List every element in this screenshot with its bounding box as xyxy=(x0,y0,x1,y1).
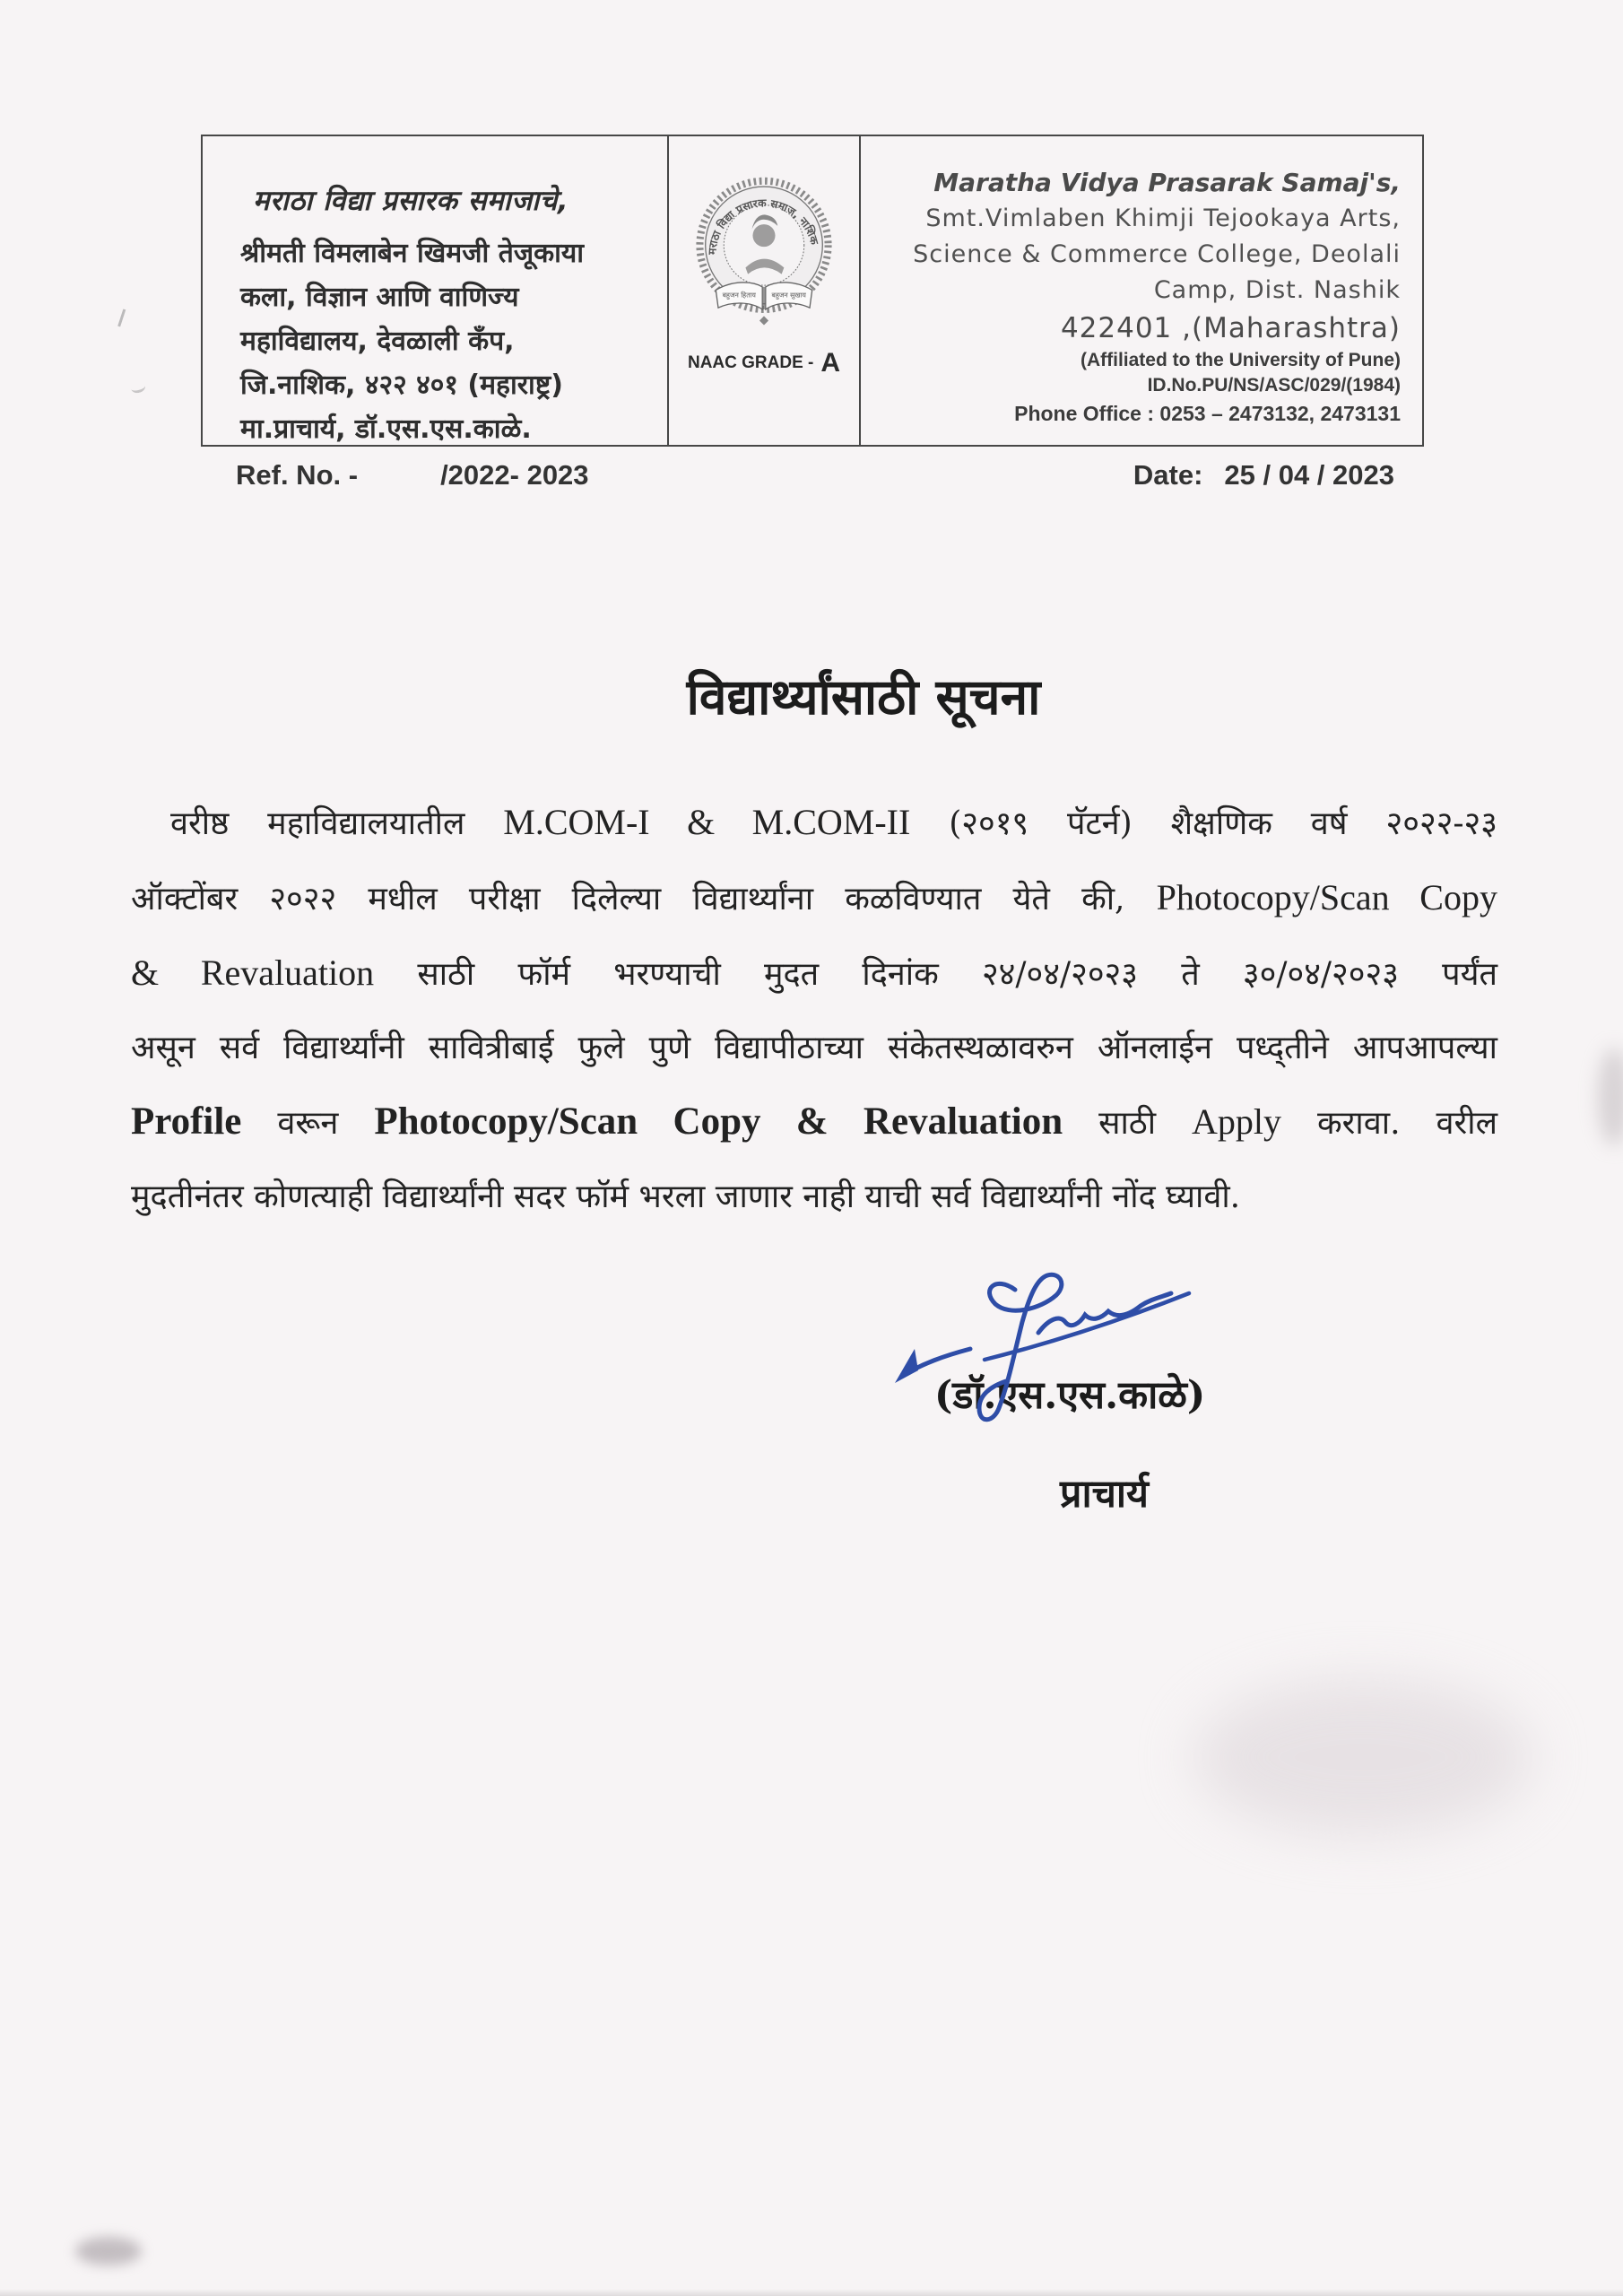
college-name-english-3: Camp, Dist. Nashik xyxy=(1153,276,1401,304)
notice-text-devanagari: असून सर्व विद्यार्थ्यांनी सावित्रीबाई फुले पुणे विद्यापीठाच्या संकेतस्थळावरुन ऑनलाईन पध्द्तीने आपआपल्या xyxy=(131,1030,1497,1066)
notice-title: विद्यार्थ्यांसाठी सूचना xyxy=(686,667,1041,726)
phone-line: Phone Office : 0253 – 2473132, 2473131 xyxy=(1014,402,1401,425)
letterhead xyxy=(201,135,1424,447)
notice-text-devanagari: वरून xyxy=(241,1105,375,1142)
college-address-marathi: जि.नाशिक, ४२२ ४०१ (महाराष्ट्र) xyxy=(240,370,564,401)
date-value: 25 / 04 / 2023 xyxy=(1224,459,1394,491)
signature-letters xyxy=(1038,1293,1171,1333)
letterhead-marathi-block xyxy=(203,136,669,445)
scan-smudge xyxy=(1598,1048,1623,1146)
notice-text-latin: Apply xyxy=(1192,1101,1282,1142)
notice-text-devanagari: ऑक्टोंबर २०२२ मधील परीक्षा दिलेल्या विद्यार्थ्यांना कळविण्यात येते की, xyxy=(131,881,1157,918)
scan-smudge xyxy=(1193,1679,1533,1836)
scan-pen-mark xyxy=(130,380,146,395)
notice-line xyxy=(131,861,1497,936)
emblem-diamond xyxy=(759,316,768,325)
date xyxy=(1133,459,1394,491)
college-name-marathi-1: श्रीमती विमलाबेन खिमजी तेजूकाया xyxy=(240,238,585,269)
signature-underline-flourish xyxy=(985,1293,1189,1360)
signature-arrow-flourish xyxy=(895,1349,918,1383)
letterhead-english-block xyxy=(861,136,1422,445)
college-id-line: ID.No.PU/NS/ASC/029/(1984) xyxy=(1147,375,1401,396)
ref-date-row xyxy=(236,459,1394,491)
notice-text-devanagari: साठी xyxy=(1063,1105,1193,1142)
notice-text-devanagari: (२०१९ पॅटर्न) शैक्षणिक वर्ष २०२२-२३ xyxy=(910,805,1497,842)
naac-grade-label: NAAC GRADE - xyxy=(687,353,814,372)
notice-text-devanagari: साठी फॉर्म भरण्याची मुदत दिनांक २४/०४/२०२३ ते ३०/०४/२०२३ पर्यंत xyxy=(374,956,1497,993)
emblem-book-text-right: बहुजन सुखाय xyxy=(771,291,806,300)
college-name-english-1: Smt.Vimlaben Khimji Tejookaya Arts, xyxy=(925,204,1401,232)
notice-text-latin: Photocopy/Scan Copy xyxy=(1156,877,1497,918)
ref-value: /2022- 2023 xyxy=(440,459,589,491)
college-name-marathi-3: महाविद्यालय, देवळाली कँप, xyxy=(240,326,515,357)
notice-line xyxy=(131,936,1497,1012)
ref-label: Ref. No. - xyxy=(236,459,359,491)
college-pincode-state: 422401 ,(Maharashtra) xyxy=(1060,312,1401,344)
trust-name-english: Maratha Vidya Prasarak Samaj's, xyxy=(933,168,1401,197)
notice-line xyxy=(131,1161,1497,1234)
letterhead-emblem-block xyxy=(669,136,861,445)
notice-body xyxy=(131,786,1497,1234)
notice-text-devanagari: वरीष्ठ महाविद्यालयातील xyxy=(170,805,504,842)
scan-pen-mark xyxy=(117,309,135,329)
notice-text-devanagari: करावा. वरील xyxy=(1281,1105,1497,1142)
notice-text-latin-bold: Profile xyxy=(131,1100,242,1143)
college-name-marathi-2: कला, विज्ञान आणि वाणिज्य xyxy=(240,282,519,313)
date-label: Date: xyxy=(1133,459,1203,491)
principal-name-marathi: मा.प्राचार्य, डॉ.एस.एस.काळे. xyxy=(240,413,532,445)
notice-text-latin: & Revaluation xyxy=(131,952,375,993)
scan-smudge xyxy=(75,2237,142,2266)
notice-text-latin: M.COM-I & M.COM-II xyxy=(503,802,911,842)
ref-number xyxy=(236,459,589,491)
principal-signature-ink xyxy=(888,1266,1219,1464)
college-name-english-2: Science & Commerce College, Deolali xyxy=(913,240,1401,268)
notice-line xyxy=(131,786,1497,861)
naac-grade-line xyxy=(688,350,840,377)
principal-name: (डॉ.एस.एस.काळे) xyxy=(934,1373,1206,1418)
college-emblem-logo xyxy=(688,170,840,341)
naac-grade-value: A xyxy=(820,348,841,378)
emblem-book-text-left: बहुजन हिताय xyxy=(722,291,756,300)
notice-text-devanagari: मुदतीनंतर कोणत्याही विद्यार्थ्यांनी सदर फॉर्म भरला जाणार नाही याची सर्व विद्यार्थ्यांनी नोंद घ्यावी. xyxy=(131,1178,1241,1215)
notice-line xyxy=(131,1012,1497,1085)
trust-name-marathi: मराठा विद्या प्रसारक समाजाचे, xyxy=(253,185,569,217)
principal-designation: प्राचार्य xyxy=(1060,1472,1149,1517)
affiliation-line: (Affiliated to the University of Pune) xyxy=(1080,350,1401,370)
notice-line xyxy=(131,1085,1497,1161)
notice-text-latin-bold: Photocopy/Scan Copy & Revaluation xyxy=(374,1100,1063,1143)
emblem-ring-text: मराठा विद्या प्रसारक समाज, नाशिक xyxy=(706,196,821,256)
scan-edge-shadow xyxy=(0,2289,1623,2296)
